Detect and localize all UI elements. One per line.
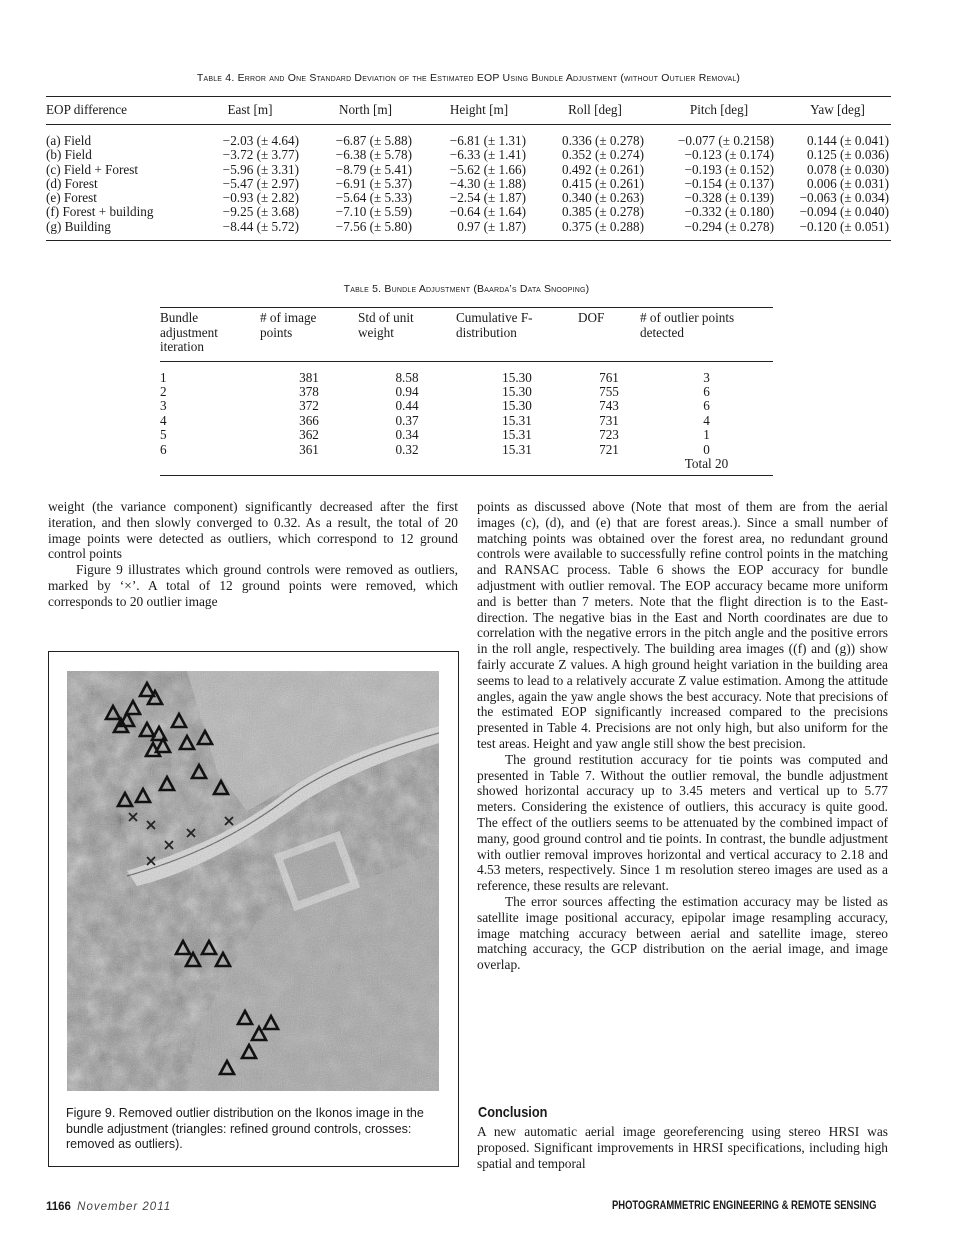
table-cell: −0.120 (± 0.051) — [784, 220, 891, 241]
table5-header — [160, 308, 260, 362]
table-cell: 5 — [160, 427, 167, 443]
table-cell: 0.125 (± 0.036) — [807, 147, 889, 163]
total-outliers: Total 20 — [640, 457, 773, 476]
table-cell: −5.96 (± 3.31) — [222, 161, 299, 177]
table-cell: 4 — [160, 412, 167, 428]
table-cell: 0.94 — [395, 383, 419, 399]
table-cell: 372 — [299, 398, 319, 414]
table4-header: Roll [deg] — [536, 97, 654, 125]
table-cell: 362 — [299, 427, 319, 443]
table-cell: −2.03 (± 4.64) — [222, 133, 299, 148]
conclusion-text — [477, 1124, 888, 1171]
table-cell: 0.97 (± 1.87) — [422, 220, 536, 241]
header-line: points — [260, 324, 293, 340]
acronym: RANSAC — [504, 562, 559, 578]
table5-header — [260, 308, 358, 362]
table-cell: 8.58 — [395, 369, 419, 385]
acronym: GCP — [611, 941, 638, 957]
paragraph: The ground restitution accuracy for tie points was computed and presented in Table 7. Without the outlier removal, the bundle adjustment showed horizontal accuracy up to 3.45 meters and vertical up to 5.77 meters. Considering the existence of outliers, this accuracy is quite good. The effect of the outliers seems to be attenuated by the combined impact of many, good ground control and tie points. In contrast, the bundle adjustment with outlier removal improves horizontal and vertical accuracy to 2.18 and 4.53 meters, respectively. Since 1 m resolution stereo images are used as a reference, these results are relevant. — [477, 751, 888, 894]
table-cell: −4.30 (± 1.88) — [449, 175, 526, 191]
table-cell: 6 — [703, 398, 710, 414]
table-cell: 361 — [299, 441, 319, 457]
table-total-row — [160, 457, 773, 476]
issue-date: November 2011 — [77, 1201, 172, 1213]
table-cell: (b) Field — [46, 147, 92, 163]
table-cell: 4 — [703, 412, 710, 428]
table4-header: East [m] — [191, 97, 309, 125]
table-cell: 755 — [599, 383, 619, 399]
table-row — [46, 191, 891, 205]
table-cell: 723 — [599, 427, 619, 443]
table-cell: 761 — [599, 369, 619, 385]
text-run: significantly increased compared to the precisions presented in Table 4. Precisions are not only high, but also uniform for the test areas. Height and yaw angle still show the best precision. — [477, 704, 888, 751]
table-cell: 0.415 (± 0.261) — [562, 175, 644, 191]
table4-header: Yaw [deg] — [784, 97, 891, 125]
table-cell: 1 — [703, 427, 710, 443]
table-cell: (g) Building — [46, 220, 191, 241]
text-run: A new automatic aerial image georeferencing using stereo — [477, 1124, 829, 1139]
table-cell: 0.492 (± 0.261) — [562, 161, 644, 177]
table-row — [46, 125, 891, 149]
left-column — [48, 499, 458, 610]
table-row — [160, 414, 773, 428]
acronym: HRSI — [692, 1139, 724, 1155]
acronym: HRSI — [828, 1124, 860, 1139]
acronym: EOP — [685, 577, 711, 593]
header-line: detected — [640, 324, 684, 340]
table-cell: −7.10 (± 5.59) — [335, 204, 412, 220]
table-row — [160, 399, 773, 413]
table-row — [46, 177, 891, 191]
table-cell: 0.385 (± 0.278) — [562, 204, 644, 220]
table-cell — [260, 457, 358, 476]
table-row — [160, 361, 773, 385]
table-cell: −6.87 (± 5.88) — [335, 133, 412, 148]
header-line: distribution — [456, 324, 517, 340]
table5-header — [578, 308, 640, 362]
paragraph: weight (the variance component) significantly decreased after the first iteration, and then slowly converged to 0.32. As a result, the total of 20 image points were detected as outliers, which correspond to 12 ground control points — [48, 499, 458, 562]
header-line: Std of unit — [358, 310, 414, 325]
table-row — [160, 428, 773, 442]
table-cell: −3.72 (± 3.77) — [222, 147, 299, 163]
table-cell: 15.31 — [502, 441, 532, 457]
table-cell: −0.193 (± 0.152) — [684, 161, 774, 177]
figure9-caption: Figure 9. Removed outlier distribution on the Ikonos image in the bundle adjustment (triangles: refined ground controls, crosses: removed as outliers). — [66, 1106, 424, 1152]
table4 — [46, 96, 891, 241]
header-line: adjustment — [160, 324, 218, 340]
right-column — [477, 499, 888, 973]
table4-header: EOP difference — [46, 97, 191, 125]
table-cell — [578, 457, 640, 476]
table-cell: 366 — [299, 412, 319, 428]
table-cell: 3 — [160, 398, 167, 414]
text-run: process. Table 6 shows the — [558, 562, 739, 578]
table4-header: Height [m] — [422, 97, 536, 125]
table-cell — [456, 457, 578, 476]
table-cell: −2.54 (± 1.87) — [449, 190, 526, 206]
paragraph — [477, 894, 888, 973]
page-number: 1166 — [46, 1201, 71, 1213]
header-line: # of image — [260, 310, 317, 325]
table-cell: 0.37 — [395, 412, 419, 428]
journal-name: PHOTOGRAMMETRIC ENGINEERING & REMOTE SENSING — [612, 1200, 877, 1212]
table-cell: −0.332 (± 0.180) — [684, 204, 774, 220]
table-cell: 6 — [160, 441, 167, 457]
table-row — [46, 205, 891, 219]
table-row — [46, 220, 891, 241]
table-cell: 0.375 (± 0.288) — [536, 220, 654, 241]
table-cell: 15.31 — [502, 412, 532, 428]
header-line: weight — [358, 324, 394, 340]
table-cell — [358, 457, 456, 476]
table4-caption: Table 4. Error and One Standard Deviation of the Estimated EOP Using Bundle Adjustment (without Outlier Removal) — [196, 72, 741, 84]
table-cell: −6.81 (± 1.31) — [449, 133, 526, 148]
table-cell: (e) Forest — [46, 190, 97, 206]
table5-header-row — [160, 308, 773, 362]
table-cell: 0.34 — [395, 427, 419, 443]
table5-caption: Table 5. Bundle Adjustment (Baarda’s Data Snooping) — [343, 283, 590, 295]
text-run: specifications, including high spatial and temporal — [477, 1139, 888, 1171]
table-cell: 0.44 — [395, 398, 419, 414]
table-cell: −6.33 (± 1.41) — [449, 147, 526, 163]
table-cell: −0.123 (± 0.174) — [684, 147, 774, 163]
table-cell: −0.063 (± 0.034) — [799, 190, 889, 206]
paragraph: Figure 9 illustrates which ground controls were removed as outliers, marked by ‘×’. A total of 12 ground points were removed, which corresponds to 20 outlier image — [48, 562, 458, 609]
table-cell: 0.32 — [395, 441, 419, 457]
table-cell: (a) Field — [46, 133, 92, 148]
table4-header: Pitch [deg] — [654, 97, 784, 125]
header-line: # of outlier points — [640, 310, 735, 325]
table-cell: 0.340 (± 0.263) — [562, 190, 644, 206]
header-line: iteration — [160, 339, 204, 354]
table-cell: 3 — [703, 369, 710, 385]
table5-header — [456, 308, 578, 362]
table-cell: −8.44 (± 5.72) — [191, 220, 309, 241]
acronym: EOP — [561, 704, 587, 720]
table-cell: −0.094 (± 0.040) — [799, 204, 889, 220]
page-footer-left — [46, 1201, 171, 1213]
table-cell — [160, 457, 260, 476]
table-cell: −6.38 (± 5.78) — [335, 147, 412, 163]
table-cell: 6 — [703, 383, 710, 399]
text-run: points as discussed above (Note that most of them are from the aerial images (c), (d), and (e) that are forest areas.). Since a small number of matching points was obtained over the forest area, no redundant ground controls were available to successfully refine control points in the matching and — [477, 499, 888, 578]
table-cell: 0.336 (± 0.278) — [562, 133, 644, 148]
table-cell: 0 — [703, 441, 710, 457]
table5-header — [640, 308, 773, 362]
table-cell: −5.47 (± 2.97) — [222, 175, 299, 191]
table-cell: 15.30 — [502, 398, 532, 414]
table-cell: 15.30 — [502, 369, 532, 385]
table-cell: −9.25 (± 3.68) — [222, 204, 299, 220]
text-run: was proposed. Significant improvements in — [477, 1124, 888, 1155]
table-cell: −8.79 (± 5.41) — [335, 161, 412, 177]
text-run: accuracy for bundle adjustment with outlier removal. The — [477, 562, 888, 593]
table-row — [160, 443, 773, 457]
table-cell: 1 — [160, 369, 167, 385]
table-cell: −0.077 (± 0.2158) — [678, 133, 774, 148]
table-cell: 743 — [599, 398, 619, 414]
table-cell: 0.144 (± 0.041) — [807, 133, 889, 148]
table-cell: 378 — [299, 383, 319, 399]
table-cell: −6.91 (± 5.37) — [335, 175, 412, 191]
table-cell: 0.352 (± 0.274) — [562, 147, 644, 163]
header-line: Cumulative F- — [456, 310, 533, 325]
table-row — [46, 148, 891, 162]
header-line: Bundle — [160, 310, 199, 325]
table-cell: (f) Forest + building — [46, 204, 154, 220]
acronym: EOP — [738, 562, 764, 578]
table-cell: 721 — [599, 441, 619, 457]
table-cell: 381 — [299, 369, 319, 385]
paragraph — [477, 499, 888, 752]
table4-header: North [m] — [309, 97, 422, 125]
table-cell: 15.31 — [502, 427, 532, 443]
table4-header-row — [46, 97, 891, 125]
table-row — [160, 385, 773, 399]
table-cell: 731 — [599, 412, 619, 428]
table-cell: 2 — [160, 383, 167, 399]
table5 — [160, 307, 773, 476]
table5-header — [358, 308, 456, 362]
table-cell: −0.294 (± 0.278) — [654, 220, 784, 241]
table-cell: −5.64 (± 5.33) — [335, 190, 412, 206]
table-cell: −0.328 (± 0.139) — [684, 190, 774, 206]
table-row — [46, 163, 891, 177]
text-run: accuracy became more uniform and is better than 7 meters. Note that the flight direction is to the East-direction. The negative bias in the East and North coordinates are due to correlation with the negative errors in the pitch angle and the positive errors in the roll angle, respectively. The building area images ((f) and (g)) show fairly accurate Z values. A high ground height variation in the building area seems to lead to a relatively accurate Z value estimation. Among the attitude angles, again the yaw angle shows the best accuracy. Note that precisions of the estimated — [477, 577, 889, 720]
table-cell: 15.30 — [502, 383, 532, 399]
table-cell: −0.64 (± 1.64) — [449, 204, 526, 220]
table-cell: −7.56 (± 5.80) — [309, 220, 422, 241]
conclusion-heading: Conclusion — [478, 1104, 548, 1121]
text-run: The error sources affecting the estimation accuracy may be listed as satellite image positional accuracy, epipolar image resampling accuracy, image matching accuracy between aerial and satellite image, stereo matching accuracy, the — [477, 893, 888, 957]
table-cell: (c) Field + Forest — [46, 161, 139, 177]
paragraph — [477, 1124, 888, 1171]
table-cell: (d) Forest — [46, 175, 98, 191]
text-run: distribution on the aerial image, and image overlap. — [477, 941, 889, 973]
header-line: DOF — [578, 310, 605, 325]
table-cell: 0.006 (± 0.031) — [807, 175, 889, 191]
table-cell: −0.93 (± 2.82) — [222, 190, 299, 206]
table-cell: −5.62 (± 1.66) — [449, 161, 526, 177]
table-cell: −0.154 (± 0.137) — [684, 175, 774, 191]
table-cell: 0.078 (± 0.030) — [807, 161, 889, 177]
figure9-image — [67, 671, 439, 1091]
